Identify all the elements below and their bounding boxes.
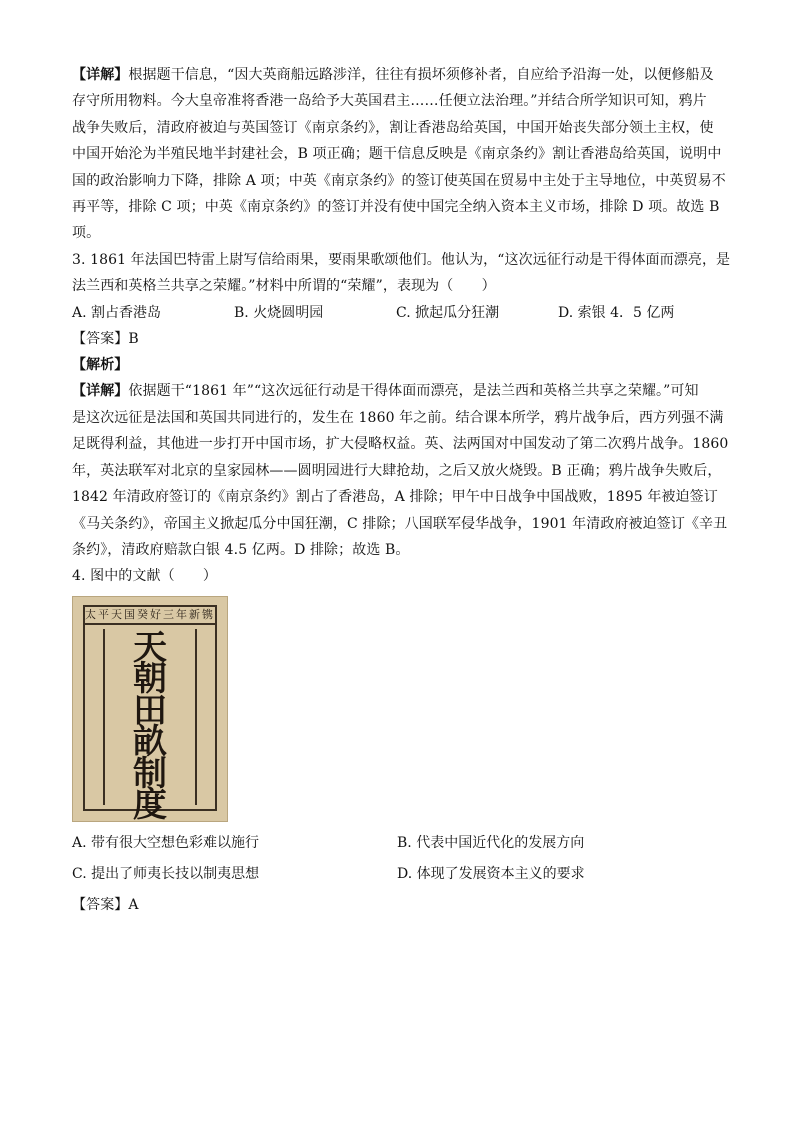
q2-detail-paragraph xyxy=(72,62,728,247)
q4-answer: 【答案】A xyxy=(72,896,139,913)
q3-detail-line: 年，英法联军对北京的皇家园林——圆明园进行大肆抢劫，之后又放火烧毁。B 正确；鸦片战争失败后， xyxy=(72,462,722,479)
q3-option-a: A. 割占香港岛 xyxy=(72,304,162,321)
figure-title-char: 天 xyxy=(133,627,167,668)
q4-option-a: A. 带有很大空想色彩难以施行 xyxy=(72,834,260,851)
detail-tag: 【详解】 xyxy=(72,67,129,83)
q2-detail-line: 存守所用物料。今大皇帝准将香港一岛给予大英国君主……任便立法治理。”并结合所学知识可知，鸦片 xyxy=(72,93,707,110)
q3-answer: 【答案】B xyxy=(72,330,139,347)
document-page xyxy=(72,62,731,918)
q2-detail-line: 【详解】根据题干信息，“因大英商船远路涉洋，往往有损坏须修补者，自应给予沿海一处，以便修船及 xyxy=(72,67,714,83)
q4-option-b: B. 代表中国近代化的发展方向 xyxy=(397,834,585,851)
q3-detail-line: 是这次远征是法国和英国共同进行的，发生在 1860 年之前。结合课本所学，鸦片战争后，西方列强不满 xyxy=(72,409,724,426)
q2-detail-line: 项。 xyxy=(72,225,101,242)
figure-title-box xyxy=(103,627,197,826)
figure-top-text: 太平天国癸好三年新镌 xyxy=(85,607,215,625)
q3-option-d: D. 索银 4．5 亿两 xyxy=(558,304,675,321)
q2-detail-line: 战争失败后，清政府被迫与英国签订《南京条约》，割让香港岛给英国，中国开始丧失部分领土主权，使 xyxy=(72,119,714,136)
q4-option-c: C. 提出了师夷长技以制夷思想 xyxy=(72,865,260,882)
q2-detail-line: 中国开始沦为半殖民地半封建社会，B 项正确；题干信息反映是《南京条约》割让香港岛给英国，说明中 xyxy=(72,146,722,163)
q2-detail-line: 国的政治影响力下降，排除 A 项；中英《南京条约》的签订使英国在贸易中主处于主导地位，中英贸易不 xyxy=(72,172,726,189)
figure-title-char: 度 xyxy=(133,785,167,826)
q3-detail-line: 1842 年清政府签订的《南京条约》割占了香港岛，A 排除；甲午中日战争中国战败，1895 年被迫签订 xyxy=(72,489,718,506)
q3-detail-line: 条约》，清政府赔款白银 4.5 亿两。D 排除；故选 B。 xyxy=(72,541,410,558)
q3-analysis-heading: 【解析】 xyxy=(72,357,129,374)
figure-title-char: 制 xyxy=(133,753,167,794)
figure-title-char: 田 xyxy=(133,690,167,731)
q3-options xyxy=(72,300,728,326)
q2-detail-line: 再平等，排除 C 项；中英《南京条约》的签订并没有使中国完全纳入资本主义市场，排除 D 项。故选 B xyxy=(72,199,720,216)
figure-title xyxy=(105,627,195,826)
figure-frame xyxy=(83,605,217,826)
detail-tag: 【详解】 xyxy=(72,383,129,400)
figure-title-char: 畝 xyxy=(133,722,167,763)
q4-option-d: D. 体现了发展资本主义的要求 xyxy=(397,865,585,882)
q3-stem-line: 法兰西和英格兰共享之荣耀。”材料中所谓的“荣耀”，表现为（ ） xyxy=(72,278,496,295)
q3-option-c: C. 掀起瓜分狂潮 xyxy=(396,304,500,321)
q3-option-b: B. 火烧圆明园 xyxy=(234,304,324,321)
figure-title-char: 朝 xyxy=(133,659,167,700)
q3-stem-line: 3. 1861 年法国巴特雷上尉写信给雨果，要雨果歌颂他们。他认为，“这次远征行动是干得体面而漂亮，是 xyxy=(72,251,731,268)
q3-detail-line: 足既得利益，其他进一步打开中国市场，扩大侵略权益。英、法两国对中国发动了第二次鸦片战争。1860 xyxy=(72,436,729,453)
q4-stem: 4. 图中的文献（ ） xyxy=(72,568,218,585)
q4-options-row-2 xyxy=(72,859,728,890)
q3-detail-paragraph xyxy=(72,378,728,563)
q3-detail-line: 《马关条约》，帝国主义掀起瓜分中国狂潮，C 排除；八国联军侵华战争，1901 年清政府被迫签订《辛丑 xyxy=(72,515,728,532)
q4-options-row-1 xyxy=(72,828,728,859)
q3-detail-line: 【详解】依据题干“1861 年”“这次远征行动是干得体面而漂亮，是法兰西和英格兰共享之荣耀。”可知 xyxy=(72,383,699,400)
q3-stem xyxy=(72,247,731,300)
tianchao-tianmu-zhidu-image xyxy=(72,596,228,826)
